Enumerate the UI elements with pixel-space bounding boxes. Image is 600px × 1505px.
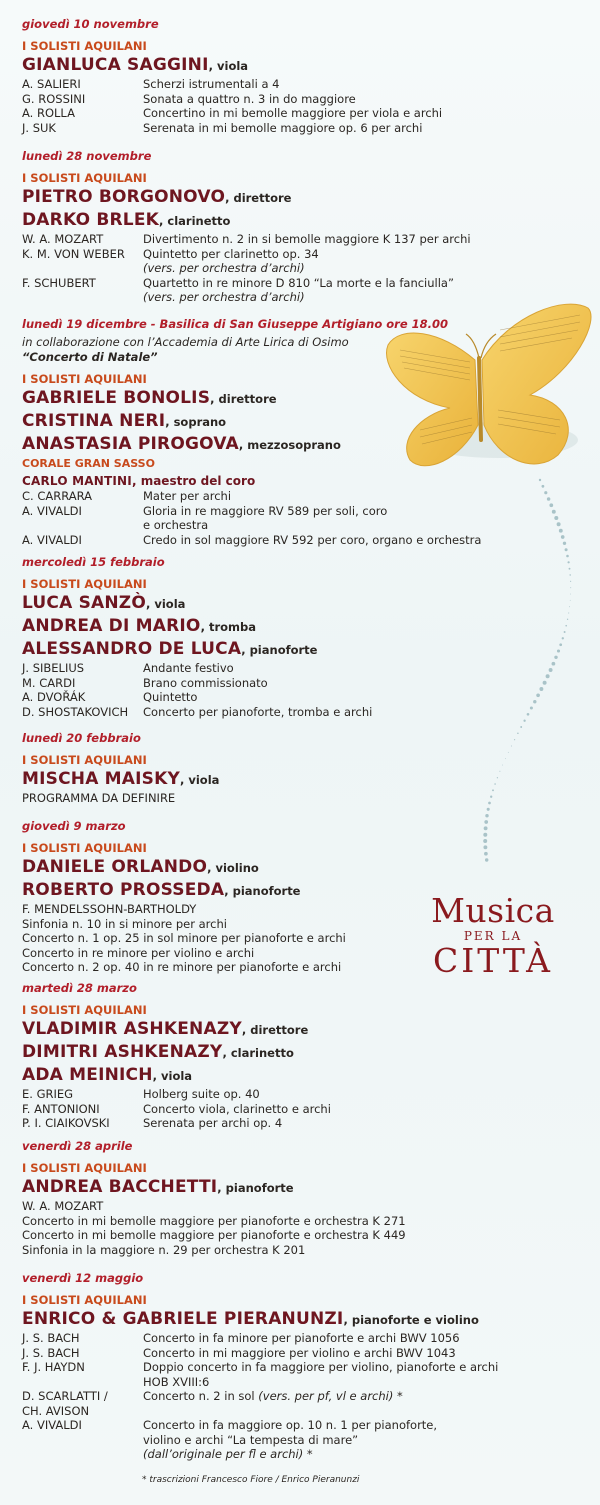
composer: F. J. HAYDN	[22, 1360, 85, 1374]
footnote: * trascrizioni Francesco Fiore / Enrico Pieranunzi	[142, 1475, 360, 1485]
composer: J. SUK	[22, 120, 56, 135]
composer: A. DVOŘÁK	[22, 690, 86, 704]
composer: K. M. VON WEBER	[22, 246, 125, 261]
performer-role: , pianoforte	[217, 1181, 294, 1195]
performer	[22, 768, 582, 791]
performer-role: , soprano	[165, 415, 227, 429]
work: Concerto in mi maggiore per violino e archi BWV 1043	[143, 1345, 456, 1360]
ensemble: I SOLISTI AQUILANI	[22, 841, 147, 855]
composer: J. SIBELIUS	[22, 661, 85, 675]
performer	[22, 433, 582, 456]
work: Concerto per pianoforte, tromba e archi	[143, 704, 373, 719]
performer-name: MISCHA MAISKY	[22, 769, 180, 789]
event-date: lunedì 19 dicembre - Basilica di San Giuseppe Artigiano ore 18.00	[22, 317, 449, 331]
work: Sinfonia in la maggiore n. 29 per orchestra K 201	[22, 1242, 306, 1257]
composer	[22, 1433, 143, 1448]
performer-role: , viola	[208, 59, 249, 73]
program-list	[22, 1087, 582, 1131]
program-item	[22, 1389, 582, 1404]
work: Serenata per archi op. 4	[143, 1116, 283, 1130]
program-list	[22, 661, 582, 719]
composer: A. VIVALDI	[22, 503, 82, 518]
composer	[22, 1375, 143, 1390]
event-date: lunedì 20 febbraio	[22, 731, 141, 745]
performer-role: , viola	[146, 597, 186, 611]
composer: CH. AVISON	[22, 1403, 90, 1418]
performer-role: , violino	[207, 861, 259, 875]
event-5	[22, 818, 582, 975]
program-item	[22, 92, 582, 107]
event-title: “Concerto di Natale”	[22, 350, 158, 364]
composer	[22, 1447, 143, 1462]
performer	[22, 1064, 582, 1087]
work: Concerto in mi bemolle maggiore per pianoforte e orchestra K 271	[22, 1213, 406, 1228]
event-6	[22, 980, 582, 1131]
event-3	[22, 554, 582, 719]
composer: F. MENDELSSOHN-BARTHOLDY	[22, 902, 197, 916]
program-list	[22, 489, 582, 547]
event-0	[22, 16, 582, 135]
program-item	[22, 1360, 582, 1375]
logo-line2: PER LA	[463, 929, 523, 943]
work: Brano commissionato	[143, 675, 268, 690]
program-list	[22, 232, 582, 305]
ensemble: I SOLISTI AQUILANI	[22, 1293, 147, 1307]
program-item	[22, 518, 582, 533]
program-item	[22, 1102, 582, 1117]
performer-name: ALESSANDRO DE LUCA	[22, 639, 242, 659]
performer	[22, 186, 582, 209]
work: Credo in sol maggiore RV 592 per coro, organo e orchestra	[143, 532, 482, 547]
performer-name: LUCA SANZÒ	[22, 593, 146, 613]
composer: M. CARDI	[22, 675, 76, 690]
program-item	[22, 705, 582, 720]
work: (vers. per orchestra d’archi)	[143, 261, 305, 275]
event-date: giovedì 9 marzo	[22, 819, 126, 833]
performer-role: , direttore	[210, 392, 277, 406]
composer	[22, 261, 143, 276]
performer	[22, 209, 582, 232]
work: Sinfonia n. 10 in si minore per archi	[22, 916, 227, 931]
program-item	[22, 690, 582, 705]
ensemble: I SOLISTI AQUILANI	[22, 39, 147, 53]
performer-name: ADA MEINICH	[22, 1065, 153, 1085]
event-2	[22, 316, 582, 547]
performer-role: , viola	[180, 773, 220, 787]
ensemble: I SOLISTI AQUILANI	[22, 1003, 147, 1017]
performer-name: ROBERTO PROSSEDA	[22, 880, 225, 900]
work: Andante festivo	[143, 661, 234, 675]
program-item	[22, 676, 582, 691]
performer-name: CARLO MANTINI	[22, 474, 132, 488]
performer-name: ANASTASIA PIROGOVA	[22, 434, 239, 454]
program-item	[22, 1346, 582, 1361]
performer-role: , clarinetto	[222, 1046, 294, 1060]
performer-role: , direttore	[241, 1023, 309, 1037]
program-item	[22, 533, 582, 548]
program-item	[22, 1433, 582, 1448]
work-asterisk: *	[393, 1389, 403, 1403]
performer-name: GABRIELE BONOLIS	[22, 388, 211, 408]
choir-master	[22, 472, 582, 489]
composer: G. ROSSINI	[22, 91, 86, 106]
event-7	[22, 1138, 582, 1257]
event-date: lunedì 28 novembre	[22, 149, 152, 163]
performer-name: ENRICO & GABRIELE PIERANUNZI	[22, 1309, 344, 1329]
performer-role: , pianoforte	[241, 643, 318, 657]
performer	[22, 1018, 582, 1041]
performer-role: , pianoforte e violino	[343, 1313, 479, 1327]
performer-name: ANDREA DI MARIO	[22, 616, 201, 636]
work: (dall’originale per fl e archi) *	[143, 1447, 313, 1461]
program-list	[22, 77, 582, 135]
composer: W. A. MOZART	[22, 1199, 104, 1213]
program-item	[22, 276, 582, 291]
composer: E. GRIEG	[22, 1087, 74, 1101]
program-item	[22, 106, 582, 121]
composer: W. A. MOZART	[22, 232, 104, 246]
program-item	[22, 489, 582, 504]
event-4	[22, 730, 582, 806]
work: Concerto viola, clarinetto e archi	[143, 1101, 331, 1116]
work: Mater per archi	[143, 489, 232, 503]
event-collaboration: in collaborazione con l’Accademia di Arte Lirica di Osimo	[22, 335, 349, 349]
trail-dot	[565, 548, 568, 551]
performer-name: DIMITRI ASHKENAZY	[22, 1042, 223, 1062]
ensemble: I SOLISTI AQUILANI	[22, 577, 147, 591]
work: Concerto in fa maggiore op. 10 n. 1 per pianoforte,	[143, 1418, 438, 1432]
trail-dot	[523, 720, 525, 722]
work: Divertimento n. 2 in si bemolle maggiore K 137 per archi	[143, 232, 471, 246]
work: (vers. per orchestra d’archi)	[143, 290, 305, 304]
performer-role: , clarinetto	[159, 214, 231, 228]
trail-dot	[520, 726, 522, 728]
performer-role: , maestro del coro	[131, 474, 256, 488]
performer-name: DARKO BRLEK	[22, 210, 160, 230]
performer	[22, 54, 582, 77]
event-date: venerdì 12 maggio	[22, 1271, 144, 1285]
performer	[22, 856, 582, 879]
performer-name: VLADIMIR ASHKENAZY	[22, 1019, 242, 1039]
program-note: PROGRAMMA DA DEFINIRE	[22, 791, 176, 805]
program-item	[22, 290, 582, 305]
work: Serenata in mi bemolle maggiore op. 6 per archi	[143, 120, 423, 135]
work: e orchestra	[143, 518, 209, 532]
event-date: martedì 28 marzo	[22, 981, 137, 995]
performer-role: , viola	[152, 1069, 193, 1083]
ensemble: I SOLISTI AQUILANI	[22, 1161, 147, 1175]
performer	[22, 410, 582, 433]
event-1	[22, 148, 582, 305]
work: Concerto in re minore per violino e archi	[22, 945, 255, 960]
program-item	[22, 1331, 582, 1346]
program-item	[22, 661, 582, 676]
program-item	[22, 1375, 582, 1390]
work: Holberg suite op. 40	[143, 1087, 260, 1101]
work: Concertino in mi bemolle maggiore per viola e archi	[143, 106, 443, 120]
composer: D. SHOSTAKOVICH	[22, 704, 129, 719]
program-item	[22, 261, 582, 276]
work: Concerto in mi bemolle maggiore per pianoforte e orchestra K 449	[22, 1228, 406, 1242]
composer: J. S. BACH	[22, 1345, 80, 1360]
composer: F. SCHUBERT	[22, 275, 96, 290]
event-8	[22, 1270, 582, 1462]
composer: A. VIVALDI	[22, 532, 82, 547]
logo-line3: CITTÀ	[433, 941, 553, 980]
work: Quintetto	[143, 690, 198, 704]
performer	[22, 592, 582, 615]
ensemble: I SOLISTI AQUILANI	[22, 372, 147, 386]
composer: A. VIVALDI	[22, 1418, 82, 1432]
composer: A. SALIERI	[22, 77, 81, 91]
work: Doppio concerto in fa maggiore per violino, pianoforte e archi	[143, 1360, 499, 1374]
performer	[22, 1041, 582, 1064]
work: Concerto n. 2 in sol	[143, 1389, 259, 1403]
trail-dot	[485, 814, 488, 817]
program-item	[22, 1404, 582, 1419]
program-item	[22, 232, 582, 247]
performer-name: GIANLUCA SAGGINI	[22, 55, 209, 75]
performer-role: , direttore	[225, 191, 292, 205]
ensemble: I SOLISTI AQUILANI	[22, 171, 147, 185]
composer	[22, 290, 143, 305]
composer: P. I. CIAIKOVSKI	[22, 1116, 110, 1130]
performer-name: PIETRO BORGONOVO	[22, 187, 226, 207]
logo-line1: Musica	[431, 891, 555, 930]
composer: J. S. BACH	[22, 1331, 80, 1345]
choir: CORALE GRAN SASSO	[22, 457, 155, 470]
program-item	[22, 247, 582, 262]
performer-role: , mezzosoprano	[238, 438, 341, 452]
program-item	[22, 1116, 582, 1131]
event-date: venerdì 28 aprile	[22, 1139, 133, 1153]
performer	[22, 1176, 582, 1199]
program-item	[22, 121, 582, 136]
ensemble: I SOLISTI AQUILANI	[22, 753, 147, 767]
composer: A. ROLLA	[22, 106, 75, 120]
composer	[22, 518, 143, 533]
program-item	[22, 77, 582, 92]
program-item	[22, 1447, 582, 1462]
performer	[22, 879, 582, 902]
composer: C. CARRARA	[22, 489, 93, 503]
work: Sonata a quattro n. 3 in do maggiore	[143, 91, 356, 106]
program-list	[22, 1331, 582, 1462]
work	[143, 1404, 582, 1419]
performer-name: ANDREA BACCHETTI	[22, 1177, 218, 1197]
program-item	[22, 1418, 582, 1433]
performer	[22, 638, 582, 661]
work: Concerto n. 1 op. 25 in sol minore per pianoforte e archi	[22, 931, 346, 945]
work: Concerto n. 2 op. 40 in re minore per pianoforte e archi	[22, 960, 342, 974]
performer-name: DANIELE ORLANDO	[22, 857, 208, 877]
composer: F. ANTONIONI	[22, 1101, 100, 1116]
work-note: (vers. per pf, vl e archi)	[258, 1389, 394, 1403]
composer: D. SCARLATTI /	[22, 1389, 108, 1403]
work: Quartetto in re minore D 810 “La morte e la fanciulla”	[143, 275, 454, 290]
performer	[22, 1308, 582, 1331]
event-date: mercoledì 15 febbraio	[22, 555, 165, 569]
performer	[22, 615, 582, 638]
work: Gloria in re maggiore RV 589 per soli, coro	[143, 503, 388, 518]
work: violino e archi “La tempesta di mare”	[143, 1432, 359, 1447]
performer-role: , pianoforte	[224, 884, 301, 898]
event-date: giovedì 10 novembre	[22, 17, 159, 31]
program-item	[22, 1087, 582, 1102]
performer	[22, 387, 582, 410]
trail-dot	[487, 808, 490, 811]
performer-role: , tromba	[200, 620, 256, 634]
work: Scherzi istrumentali a 4	[143, 77, 280, 91]
program-item	[22, 504, 582, 519]
work: HOB XVIII:6	[143, 1374, 210, 1389]
work: Quintetto per clarinetto op. 34	[143, 246, 319, 261]
work: Concerto in fa minore per pianoforte e archi BWV 1056	[143, 1331, 460, 1345]
performer-name: CRISTINA NERI	[22, 411, 166, 431]
